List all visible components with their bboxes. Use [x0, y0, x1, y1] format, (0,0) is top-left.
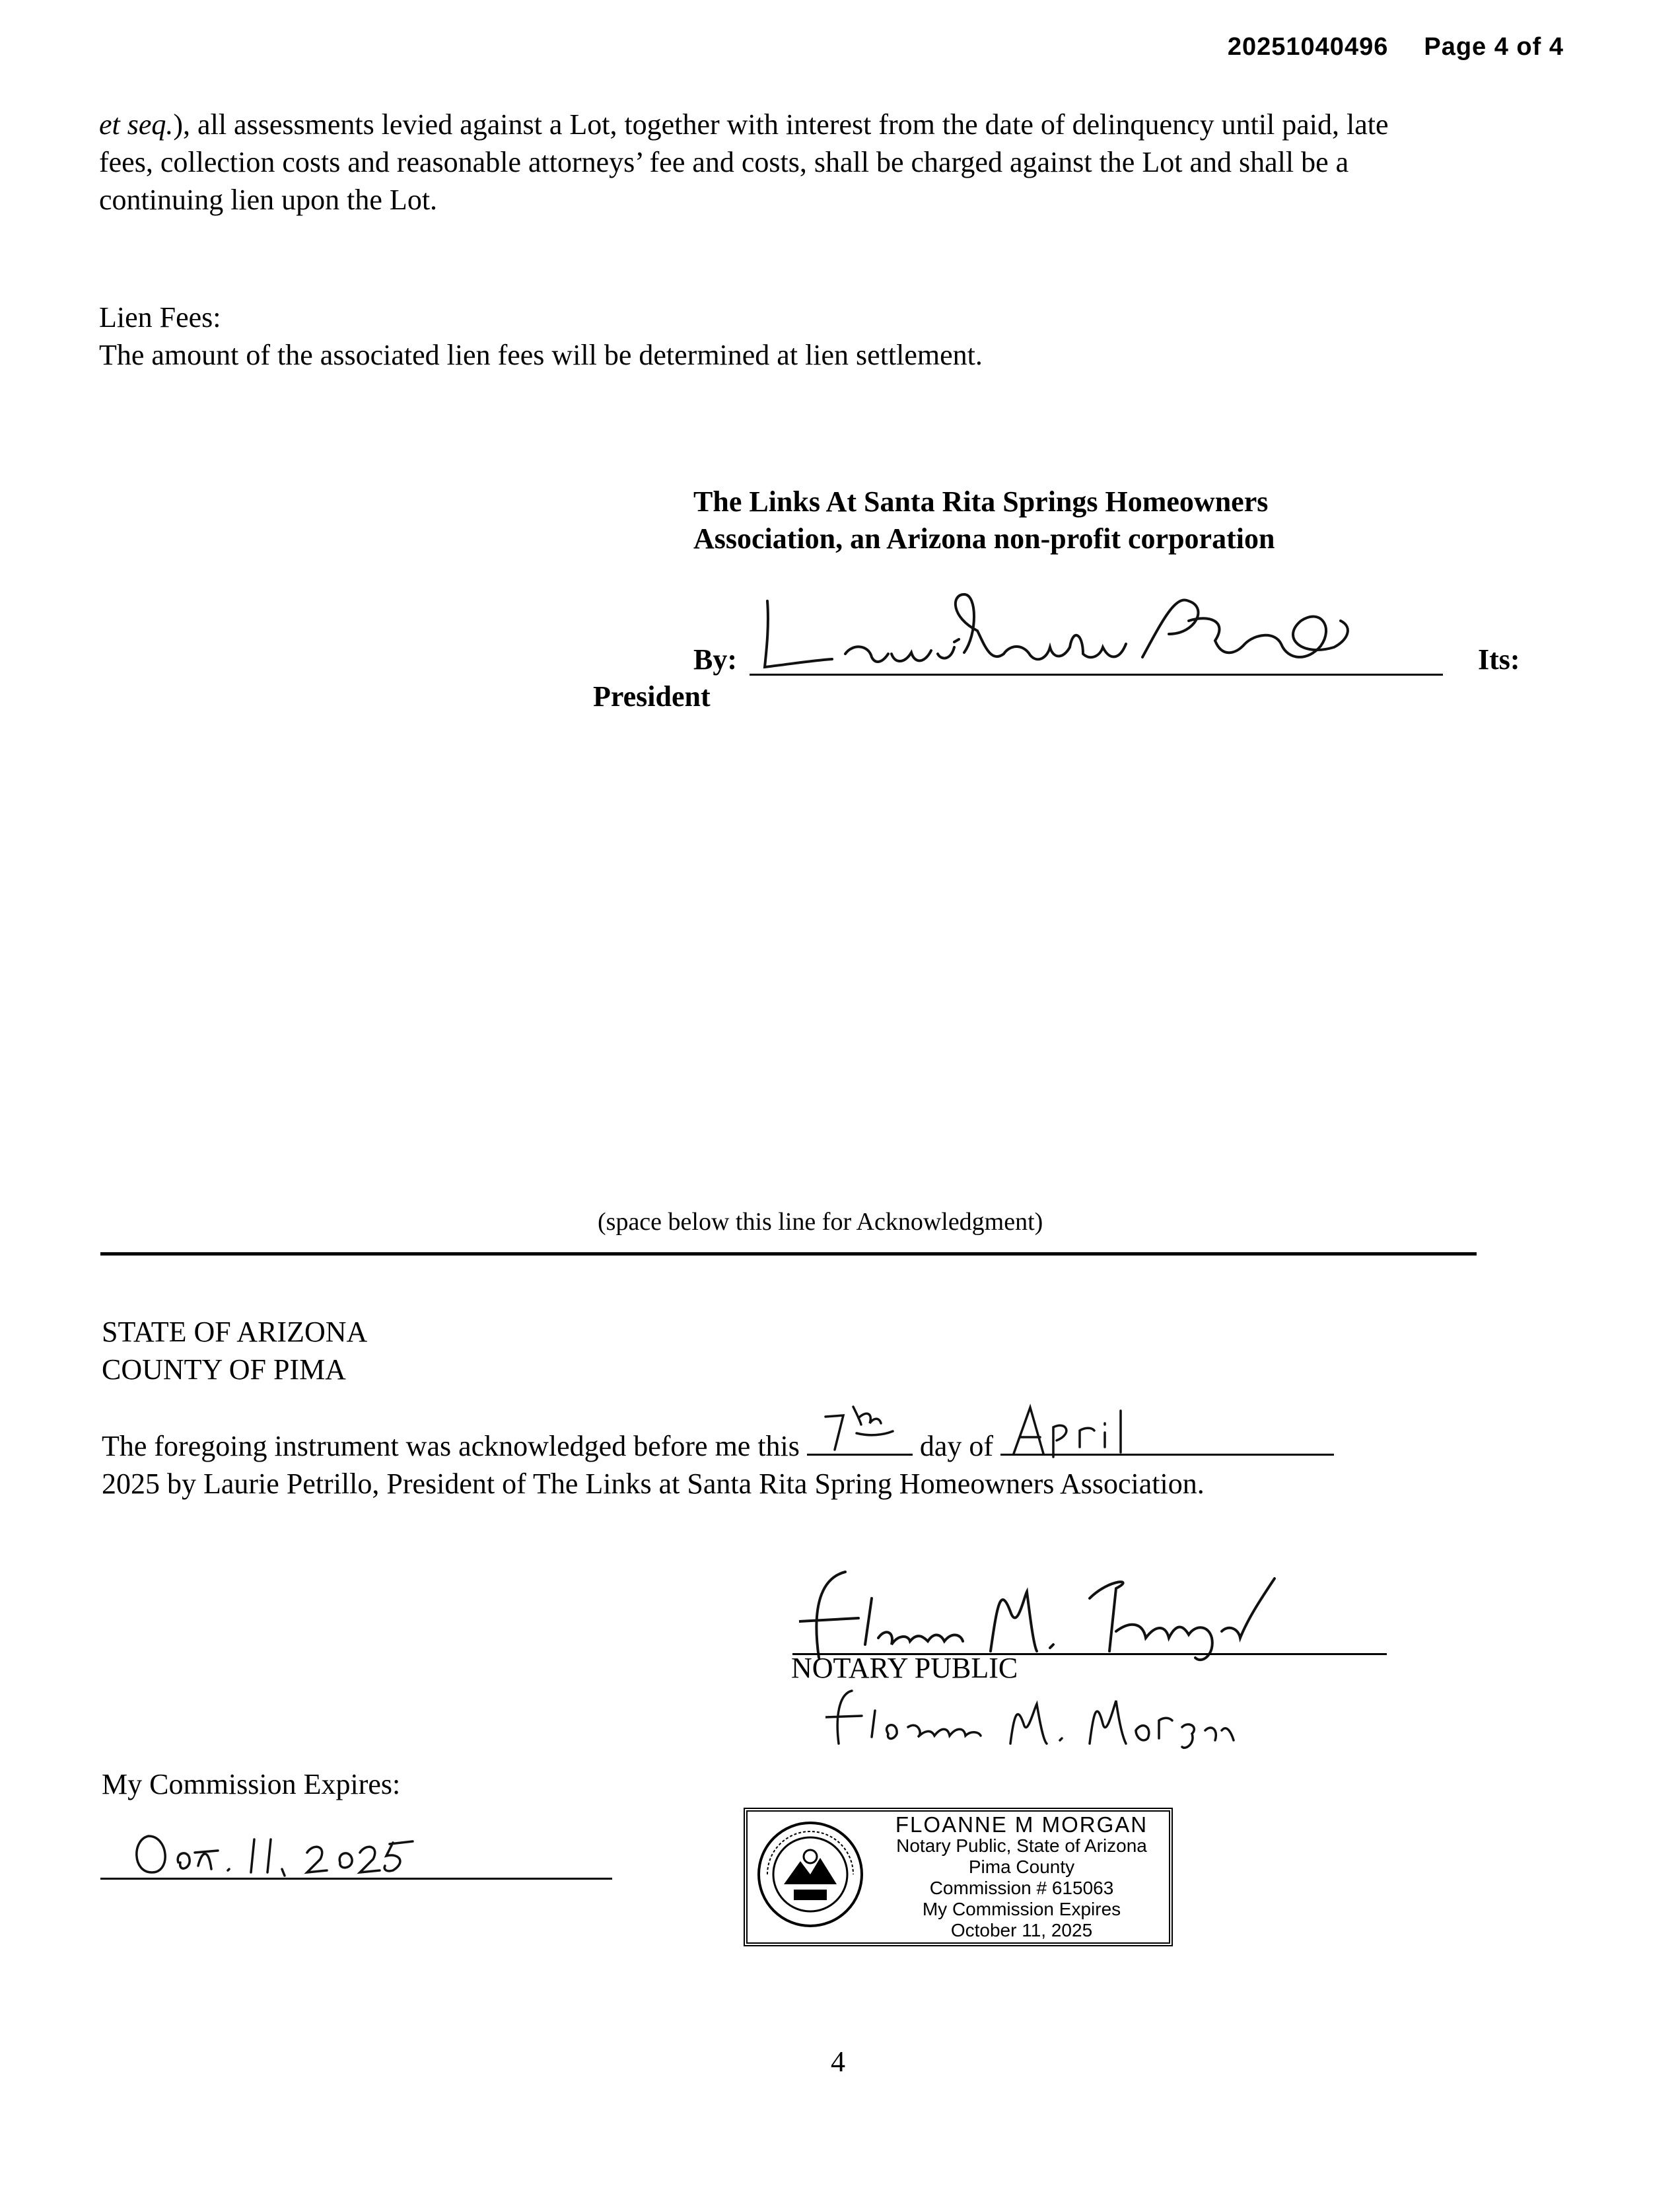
notary-stamp: [744, 1808, 1173, 1946]
page-number: 4: [831, 2045, 845, 2078]
stamp-text-block: [870, 1814, 1173, 1941]
document-header: [1228, 33, 1564, 61]
state-line: STATE OF ARIZONA: [102, 1316, 368, 1348]
association-line2: Association, an Arizona non-profit corporation: [693, 522, 1275, 555]
lien-fees-text: The amount of the associated lien fees will be determined at lien settlement.: [99, 339, 983, 371]
notary-printed-name-handwriting: [825, 1684, 1235, 1750]
notary-public-label: NOTARY PUBLIC: [791, 1652, 1018, 1684]
month-handwriting: [1007, 1401, 1179, 1460]
month-blank: [1000, 1427, 1334, 1456]
stamp-line2: Notary Public, State of Arizona: [896, 1835, 1147, 1856]
county-line: COUNTY OF PIMA: [102, 1353, 346, 1386]
ack-text-b: day of: [919, 1430, 994, 1462]
by-label: By:: [693, 643, 737, 676]
commission-date-handwriting: [129, 1823, 419, 1882]
page-label: Page 4 of 4: [1424, 33, 1564, 61]
arizona-seal-icon: [754, 1818, 866, 1931]
president-signature: [753, 581, 1360, 680]
assessment-paragraph: [99, 106, 1572, 219]
acknowledgment-line1: [102, 1427, 1334, 1465]
notary-signature: [799, 1559, 1327, 1664]
association-name: [693, 483, 1420, 557]
lien-fees-heading: Lien Fees:: [99, 301, 221, 334]
stamp-line6: October 11, 2025: [950, 1920, 1093, 1940]
stamp-notary-name: FLOANNE M MORGAN: [895, 1812, 1148, 1837]
para-line1: ), all assessments levied against a Lot, together with interest from the date of delinquency until paid, late: [173, 108, 1389, 141]
president-title: President: [593, 680, 711, 713]
acknowledgment-line2: 2025 by Laurie Petrillo, President of The Links at Santa Rita Spring Homeowners Association.: [102, 1468, 1205, 1500]
acknowledgment-divider: [100, 1252, 1477, 1256]
president-signature-line: [750, 674, 1443, 676]
day-handwriting: [820, 1403, 899, 1456]
stamp-line4: Commission # 615063: [929, 1878, 1114, 1898]
doc-number: 20251040496: [1227, 33, 1389, 61]
commission-date-line: [100, 1878, 612, 1880]
stamp-line5: My Commission Expires: [922, 1899, 1121, 1919]
day-blank: [807, 1427, 913, 1456]
para-line2: fees, collection costs and reasonable attorneys’ fee and costs, shall be charged against the Lot and shall be a: [99, 146, 1349, 178]
commission-expires-label: My Commission Expires:: [102, 1768, 401, 1800]
et-seq-text: et seq.: [99, 108, 174, 141]
lien-fees-section: [99, 299, 1552, 374]
its-label: Its:: [1478, 643, 1520, 676]
acknowledgment-note: (space below this line for Acknowledgment): [598, 1208, 1043, 1236]
ack-text-a: The foregoing instrument was acknowledged before me this: [102, 1430, 800, 1462]
para-line3: continuing lien upon the Lot.: [99, 184, 438, 216]
association-line1: The Links At Santa Rita Springs Homeowners: [693, 485, 1269, 518]
stamp-line3: Pima County: [968, 1857, 1075, 1877]
